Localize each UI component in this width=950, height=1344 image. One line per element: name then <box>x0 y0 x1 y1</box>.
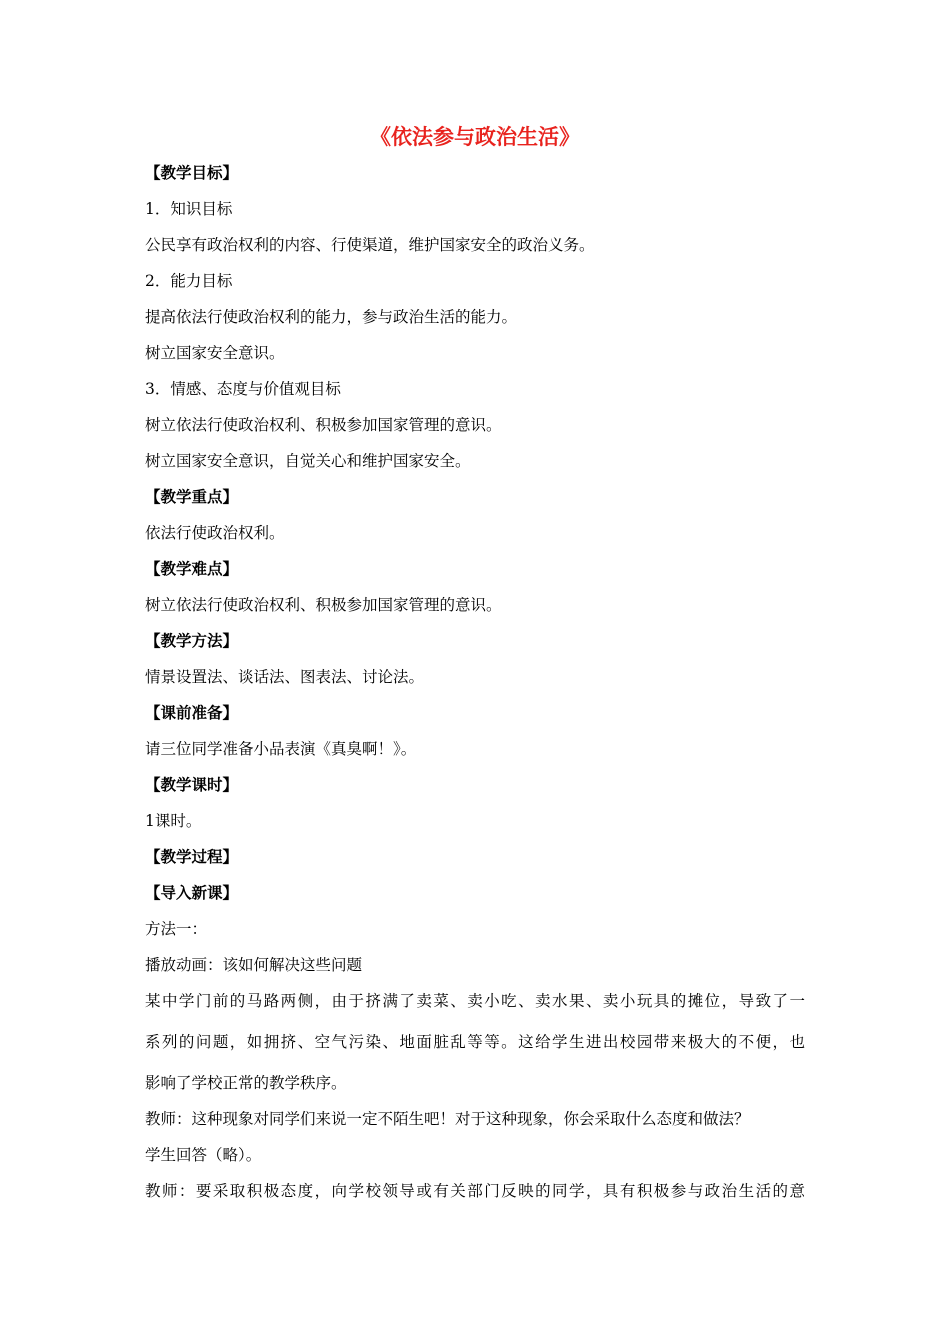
text-line: 树立国家安全意识。 <box>145 344 285 362</box>
document-title: 《依法参与政治生活》 <box>370 125 580 149</box>
text-line: 教师：要采取积极态度，向学校领导或有关部门反映的同学，具有积极参与政治生活的意 <box>145 1182 805 1200</box>
text-line: 教师：这种现象对同学们来说一定不陌生吧！对于这种现象，你会采取什么态度和做法？ <box>145 1110 750 1128</box>
section-heading-class-hours: 【教学课时】 <box>145 776 239 794</box>
text-line: 树立依法行使政治权利、积极参加国家管理的意识。 <box>145 596 502 614</box>
text-line: 1．知识目标 <box>145 200 233 218</box>
text-line: 1课时。 <box>145 812 202 830</box>
section-heading-difficulties: 【教学难点】 <box>145 560 239 578</box>
text-line: 提高依法行使政治权利的能力，参与政治生活的能力。 <box>145 308 518 326</box>
section-heading-process: 【教学过程】 <box>145 848 239 866</box>
text-line: 3．情感、态度与价值观目标 <box>145 380 341 398</box>
text-line: 树立国家安全意识，自觉关心和维护国家安全。 <box>145 452 471 470</box>
section-heading-objectives: 【教学目标】 <box>145 164 239 182</box>
text-line: 依法行使政治权利。 <box>145 524 285 542</box>
section-heading-preparation: 【课前准备】 <box>145 704 239 722</box>
text-line: 请三位同学准备小品表演《真臭啊！》。 <box>145 740 417 758</box>
text-line: 某中学门前的马路两侧，由于挤满了卖菜、卖小吃、卖水果、卖小玩具的摊位，导致了一 <box>145 992 805 1010</box>
text-line: 播放动画：该如何解决这些问题 <box>145 956 363 974</box>
text-line: 2．能力目标 <box>145 272 233 290</box>
text-line: 影响了学校正常的教学秩序。 <box>145 1074 347 1092</box>
text-line: 学生回答（略）。 <box>145 1146 262 1164</box>
section-heading-key-points: 【教学重点】 <box>145 488 239 506</box>
text-line: 方法一： <box>145 920 208 938</box>
text-line: 公民享有政治权利的内容、行使渠道，维护国家安全的政治义务。 <box>145 236 595 254</box>
text-line: 情景设置法、谈话法、图表法、讨论法。 <box>145 668 425 686</box>
text-line: 树立依法行使政治权利、积极参加国家管理的意识。 <box>145 416 502 434</box>
text-line: 系列的问题，如拥挤、空气污染、地面脏乱等等。这给学生进出校园带来极大的不便，也 <box>145 1033 805 1051</box>
section-heading-introduction: 【导入新课】 <box>145 884 239 902</box>
section-heading-methods: 【教学方法】 <box>145 632 239 650</box>
